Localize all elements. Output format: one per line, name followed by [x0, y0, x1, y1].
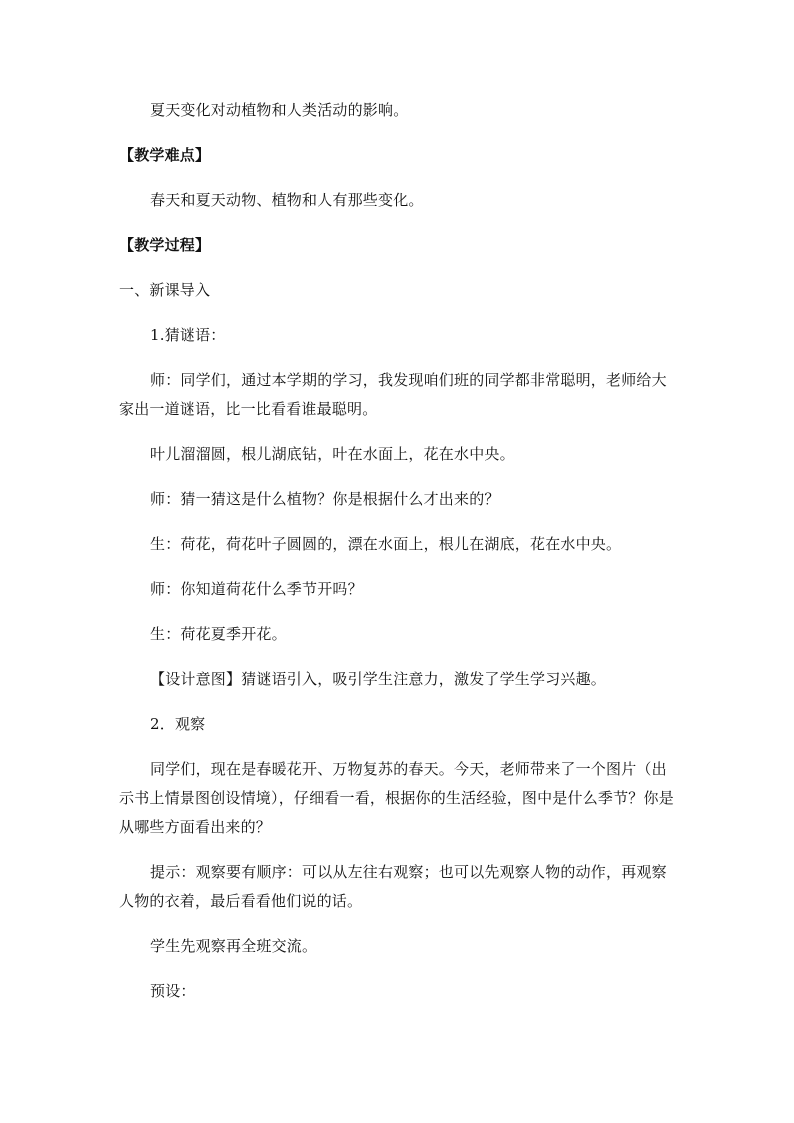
paragraph-observe-hint: 提示：观察要有顺序：可以从左往右观察；也可以先观察人物的动作，再观察人物的衣着，最后看看他们说的话。 [119, 863, 667, 910]
paragraph-design-intent: 【设计意图】猜谜语引入，吸引学生注意力，激发了学生学习兴趣。 [150, 670, 607, 688]
section-intro-heading: 一、新课导入 [119, 281, 211, 299]
paragraph-teacher-season-question: 师：你知道荷花什么季节开吗？ [150, 580, 363, 598]
paragraph-riddle-text: 叶儿溜溜圆，根儿湖底钻，叶在水面上，花在水中央。 [150, 445, 515, 463]
paragraph-student-season-answer: 生：荷花夏季开花。 [150, 625, 287, 643]
subsection-observe: 2．观察 [150, 715, 206, 733]
paragraph-key-point: 夏天变化对动植物和人类活动的影响。 [150, 101, 409, 119]
document-body [119, 96, 675, 1022]
paragraph-preset: 预设： [150, 982, 196, 1000]
paragraph-teacher-riddle-intro: 师：同学们，通过本学期的学习，我发现咱们班的同学都非常聪明，老师给大家出一道谜语，比一比看看谁最聪明。 [119, 371, 667, 418]
subsection-riddle: 1.猜谜语： [150, 326, 226, 344]
paragraph-difficulty: 春天和夏天动物、植物和人有那些变化。 [150, 191, 424, 209]
paragraph-student-answer: 生：荷花，荷花叶子圆圆的，漂在水面上，根儿在湖底，花在水中央。 [150, 535, 622, 553]
paragraph-observe-instruction: 同学们，现在是春暖花开、万物复苏的春天。今天，老师带来了一个图片（出示书上情景图创设情境），仔细看一看，根据你的生活经验，图中是什么季节？你是从哪些方面看出来的？ [119, 760, 674, 836]
heading-teaching-difficulty: 【教学难点】 [119, 146, 211, 164]
paragraph-teacher-question: 师：猜一猜这是什么植物？你是根据什么才出来的？ [150, 490, 500, 508]
heading-teaching-process: 【教学过程】 [119, 236, 211, 254]
paragraph-class-exchange: 学生先观察再全班交流。 [150, 937, 318, 955]
